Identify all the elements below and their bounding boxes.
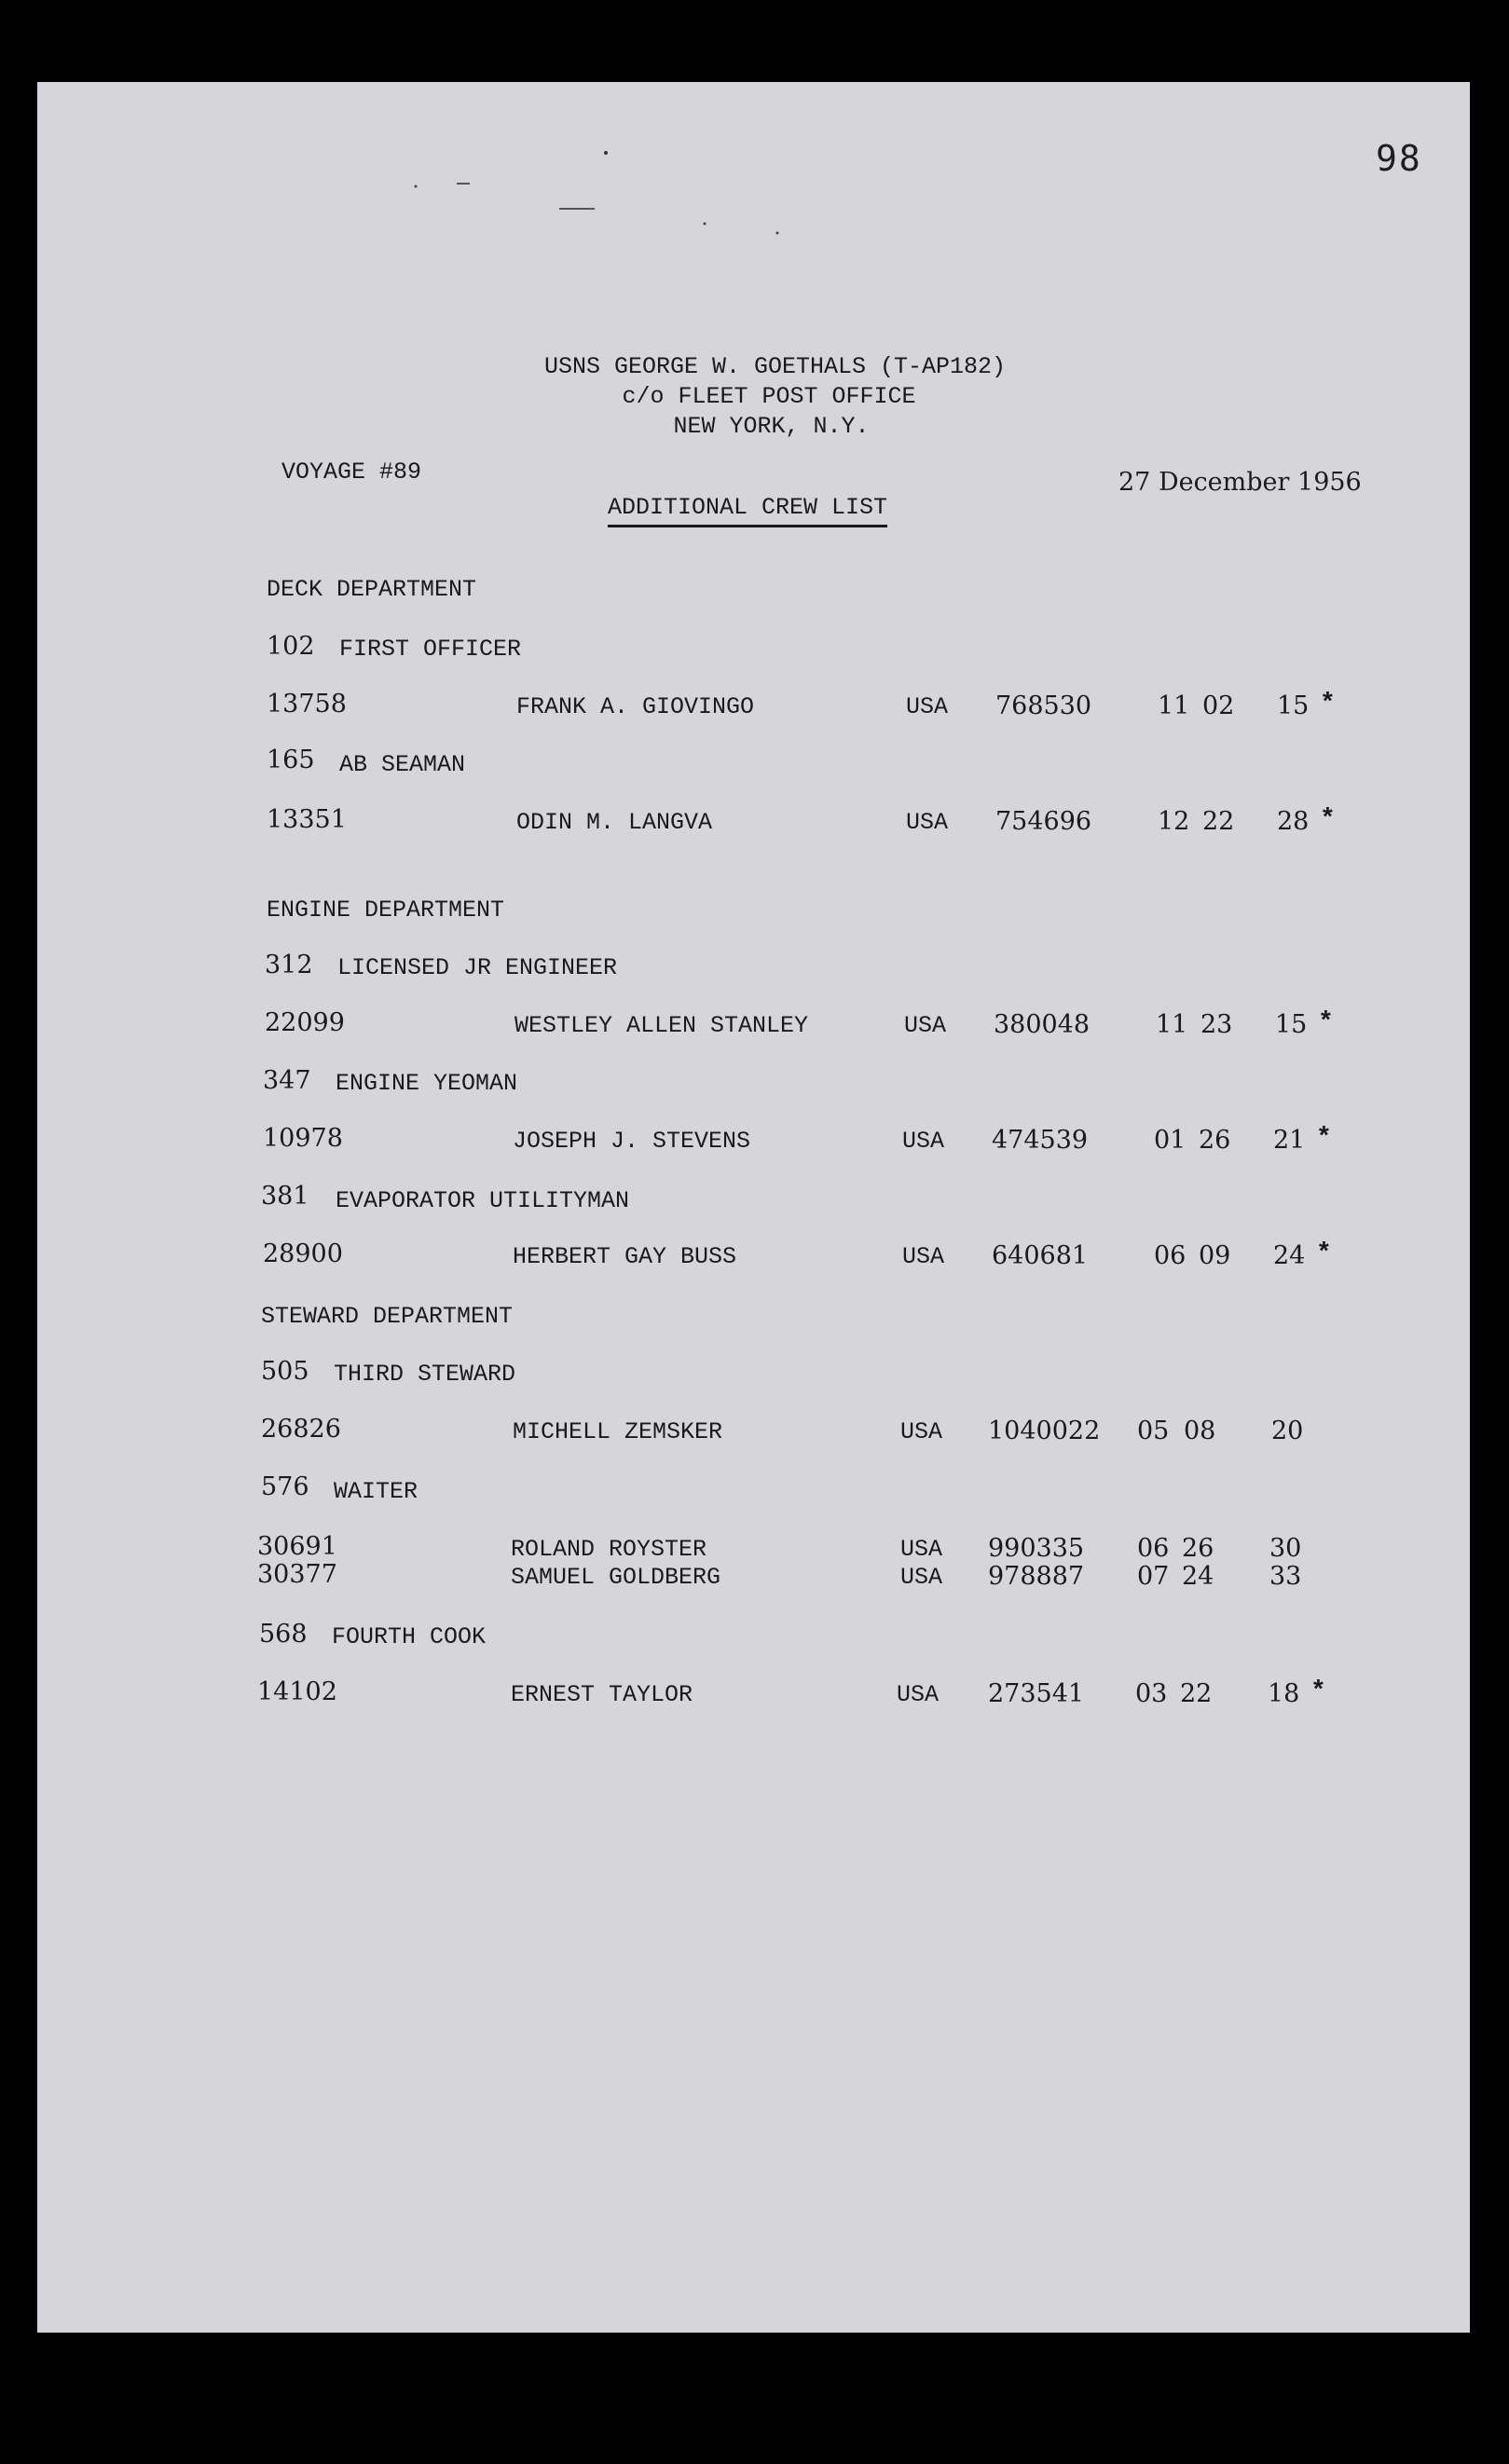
crew-month: 06 <box>1154 1241 1187 1270</box>
crew-row <box>37 1008 1470 1044</box>
department-heading: ENGINE DEPARTMENT <box>267 897 505 924</box>
crew-id: 30691 <box>257 1532 337 1561</box>
crew-mark: * <box>1320 690 1336 719</box>
job-code: 312 <box>265 951 313 979</box>
crew-month: 05 <box>1137 1417 1170 1445</box>
job-title: EVAPORATOR UTILITYMAN <box>336 1187 630 1214</box>
crew-nationality: USA <box>900 1418 943 1445</box>
ship-header <box>37 352 1470 442</box>
department-heading: STEWARD DEPARTMENT <box>261 1303 514 1330</box>
crew-name: ODIN M. LANGVA <box>516 809 713 836</box>
ship-address: c/o FLEET POST OFFICE <box>622 383 916 410</box>
job-title: LICENSED JR ENGINEER <box>337 954 618 981</box>
crew-row <box>37 1124 1470 1159</box>
crew-month: 12 <box>1158 807 1190 836</box>
crew-nationality: USA <box>906 809 949 836</box>
crew-row <box>37 1677 1470 1713</box>
crew-year: 20 <box>1271 1417 1304 1445</box>
crew-row <box>37 1415 1470 1450</box>
crew-day: 02 <box>1202 691 1235 720</box>
crew-day: 22 <box>1180 1679 1213 1708</box>
crew-month: 06 <box>1137 1534 1170 1563</box>
crew-z-number: 978887 <box>988 1562 1085 1591</box>
crew-year: 30 <box>1269 1534 1302 1563</box>
voyage-number: VOYAGE #89 <box>281 459 422 486</box>
crew-name: WESTLEY ALLEN STANLEY <box>514 1012 809 1039</box>
crew-year: 15 <box>1275 1010 1308 1039</box>
job-title: FIRST OFFICER <box>339 636 522 663</box>
crew-z-number: 640681 <box>992 1241 1089 1270</box>
crew-year: 28 <box>1277 807 1310 836</box>
crew-year: 21 <box>1273 1126 1306 1155</box>
paper-specks <box>37 82 1470 362</box>
crew-year: 24 <box>1273 1241 1306 1270</box>
crew-mark: * <box>1316 1239 1332 1268</box>
crew-id: 10978 <box>263 1124 343 1153</box>
crew-year: 15 <box>1277 691 1310 720</box>
crew-day: 09 <box>1199 1241 1231 1270</box>
job-code: 102 <box>267 632 315 661</box>
job-code: 381 <box>261 1182 309 1211</box>
page-number: 98 <box>1376 138 1422 179</box>
crew-nationality: USA <box>902 1243 945 1270</box>
crew-name: ERNEST TAYLOR <box>511 1681 693 1708</box>
crew-nationality: USA <box>900 1564 943 1591</box>
crew-row <box>37 805 1470 841</box>
crew-name: FRANK A. GIOVINGO <box>516 693 755 720</box>
crew-row <box>37 690 1470 725</box>
document-date: 27 December 1956 <box>1118 468 1362 497</box>
crew-day: 26 <box>1182 1534 1214 1563</box>
job-title: WAITER <box>334 1478 418 1505</box>
job-code: 505 <box>261 1357 309 1386</box>
crew-id: 13758 <box>267 690 347 719</box>
crew-name: MICHELL ZEMSKER <box>513 1418 723 1445</box>
crew-month: 01 <box>1154 1126 1187 1155</box>
crew-nationality: USA <box>897 1681 940 1708</box>
crew-nationality: USA <box>902 1128 945 1155</box>
job-title: FOURTH COOK <box>332 1623 487 1650</box>
crew-row <box>37 1532 1470 1567</box>
crew-month: 11 <box>1156 1010 1188 1039</box>
crew-id: 13351 <box>267 805 347 834</box>
crew-month: 11 <box>1158 691 1190 720</box>
crew-name: ROLAND ROYSTER <box>511 1536 707 1563</box>
job-code: 568 <box>259 1620 308 1649</box>
crew-day: 26 <box>1199 1126 1231 1155</box>
document-page <box>37 82 1470 2333</box>
crew-id: 14102 <box>257 1677 337 1706</box>
crew-mark: * <box>1316 1124 1332 1153</box>
ship-city: NEW YORK, N.Y. <box>673 413 870 440</box>
crew-z-number: 990335 <box>988 1534 1085 1563</box>
crew-name: HERBERT GAY BUSS <box>513 1243 737 1270</box>
crew-mark: * <box>1310 1677 1326 1706</box>
job-title: ENGINE YEOMAN <box>336 1070 518 1097</box>
crew-name: SAMUEL GOLDBERG <box>511 1564 721 1591</box>
crew-z-number: 1040022 <box>988 1417 1101 1445</box>
department-heading: DECK DEPARTMENT <box>267 576 477 603</box>
list-title: ADDITIONAL CREW LIST <box>608 494 887 527</box>
job-code: 576 <box>261 1472 309 1501</box>
crew-id: 22099 <box>265 1008 345 1037</box>
crew-z-number: 380048 <box>994 1010 1091 1039</box>
crew-nationality: USA <box>904 1012 947 1039</box>
job-title: AB SEAMAN <box>339 751 466 778</box>
crew-month: 07 <box>1137 1562 1170 1591</box>
crew-mark: * <box>1320 805 1336 834</box>
crew-mark: * <box>1318 1008 1334 1037</box>
job-code: 165 <box>267 746 315 774</box>
crew-row <box>37 1560 1470 1595</box>
crew-nationality: USA <box>900 1536 943 1563</box>
crew-z-number: 768530 <box>995 691 1092 720</box>
crew-day: 23 <box>1200 1010 1233 1039</box>
crew-id: 30377 <box>257 1560 337 1589</box>
crew-day: 22 <box>1202 807 1235 836</box>
crew-row <box>37 1239 1470 1275</box>
crew-z-number: 474539 <box>992 1126 1089 1155</box>
crew-day: 08 <box>1184 1417 1216 1445</box>
crew-z-number: 754696 <box>995 807 1092 836</box>
crew-day: 24 <box>1182 1562 1214 1591</box>
crew-year: 18 <box>1268 1679 1300 1708</box>
crew-name: JOSEPH J. STEVENS <box>513 1128 751 1155</box>
job-code: 347 <box>263 1066 311 1095</box>
crew-year: 33 <box>1269 1562 1302 1591</box>
crew-id: 28900 <box>263 1239 343 1268</box>
crew-id: 26826 <box>261 1415 341 1444</box>
crew-z-number: 273541 <box>988 1679 1085 1708</box>
ship-name: USNS GEORGE W. GOETHALS (T-AP182) <box>543 353 1007 380</box>
job-title: THIRD STEWARD <box>334 1361 516 1388</box>
crew-nationality: USA <box>906 693 949 720</box>
crew-month: 03 <box>1135 1679 1168 1708</box>
